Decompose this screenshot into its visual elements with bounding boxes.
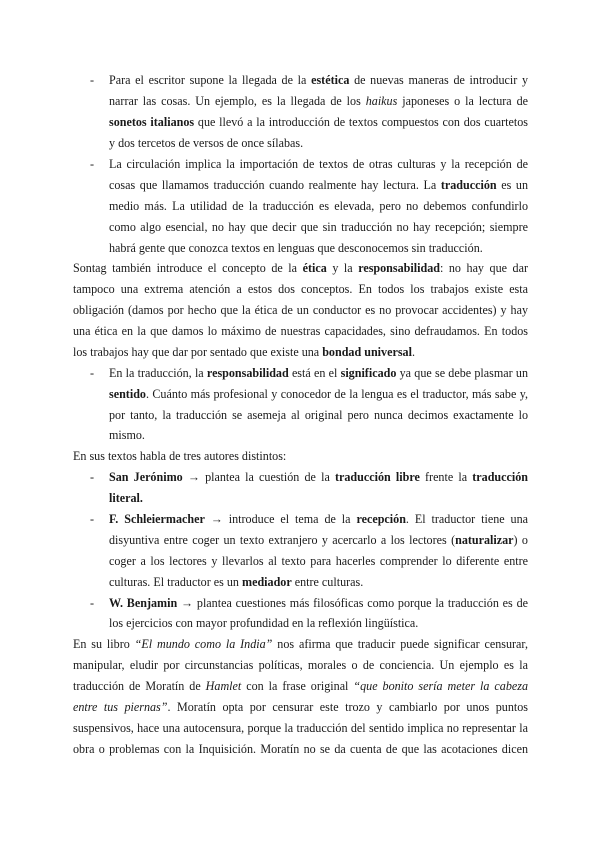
text-run: . El traductor tiene una [405, 512, 529, 526]
text-line [73, 303, 528, 317]
text-run: como algo esencial, no hay que decir que sin traducción no hay recepción; siempre [109, 220, 528, 234]
text-run: traducción de Moratín de [73, 679, 206, 693]
text-line [109, 470, 528, 484]
bold-term: traducción [472, 470, 529, 484]
italic-term: haikus [365, 94, 398, 108]
text-run: . Cuánto más profesional y conocedor de la lengua es el traductor, más sabe y, [145, 387, 528, 401]
text-run: nos afirma que traducir puede significar censurar, [272, 637, 528, 651]
text-run: En sus textos habla de tres autores distintos: [73, 449, 287, 463]
text-line [109, 616, 418, 630]
text-line [109, 157, 528, 171]
bold-term: responsabilidad [206, 366, 289, 380]
bold-term: bondad universal [322, 345, 412, 359]
text-run: ) o [513, 533, 528, 547]
text-run: es un [496, 178, 528, 192]
text-line [109, 428, 145, 442]
bold-term: literal. [109, 491, 143, 505]
text-line [109, 366, 528, 380]
bullet-dash: - [90, 596, 95, 610]
text-run: → plantea la cuestión de la [182, 470, 335, 484]
text-run: manipular, eludir por circunstancias políticas, morales o de conciencia. Un ejemplo es la [73, 658, 528, 672]
text-run: y la [326, 261, 359, 275]
text-run: → introduce el tema de la [204, 512, 357, 526]
text-line [73, 324, 528, 338]
bold-term: recepción [356, 512, 406, 526]
text-run: La circulación implica la importación de textos de otras culturas y la recepción de [109, 157, 528, 171]
bullet-dash: - [90, 470, 95, 484]
bold-term: traducción libre [334, 470, 420, 484]
bold-term: traducción [440, 178, 497, 192]
text-line [109, 491, 143, 505]
bold-term: sentido [109, 387, 146, 401]
text-line [73, 679, 528, 693]
text-line [109, 596, 528, 610]
bold-term: F. Schleiermacher [109, 512, 205, 526]
text-line [109, 178, 528, 192]
text-run: cosas que llamamos traducción cuando realmente hay lectura. La [109, 178, 441, 192]
bold-term: mediador [242, 575, 292, 589]
bold-term: estética [311, 73, 350, 87]
text-run: los trabajos hay que dar por sentado que existe una [73, 345, 323, 359]
text-run: → plantea cuestiones más filosóficas como porque la traducción es de [177, 596, 528, 610]
text-run: narrar las cosas. Un ejemplo, es la llegada de los [109, 94, 366, 108]
text-run: culturas. El traductor es un [109, 575, 242, 589]
text-run: . Moratín opta por censurar este trozo y cambiarlo por unos puntos [167, 700, 528, 714]
bold-term: sonetos italianos [109, 115, 195, 129]
text-run: tampoco una extrema atención a estos dos conceptos. En todos los trabajos existe esta [73, 282, 528, 296]
text-line [73, 449, 286, 463]
text-run: obligación (damos por hecho que la ética de un conductor es no provocar accidentes) y hay [73, 303, 528, 317]
text-line [73, 721, 528, 735]
text-line [109, 73, 528, 87]
text-run: y dos tercetos de versos de once sílabas. [109, 136, 304, 150]
text-run: de nuevas maneras de introducir y [349, 73, 528, 87]
bullet-dash: - [90, 157, 95, 171]
text-run: En la traducción, la [109, 366, 207, 380]
text-run: suspensivos, hace una autocensura, porque la traducción del sentido implica no representar la [73, 721, 528, 735]
text-line [109, 533, 528, 547]
italic-term: “El mundo como la India” [134, 637, 273, 651]
text-line [109, 408, 528, 422]
text-line [109, 241, 483, 255]
text-line [109, 220, 528, 234]
text-line [109, 199, 528, 213]
text-run: ya que se debe plasmar un [396, 366, 528, 380]
text-run: coger a los lectores y llevarlos al texto para hacerles comprender lo diferente entre [109, 554, 528, 568]
text-line [109, 575, 363, 589]
text-line [109, 554, 528, 568]
text-run: frente la [419, 470, 473, 484]
bold-term: ética [302, 261, 327, 275]
text-line [109, 512, 528, 526]
text-line [73, 261, 528, 275]
text-line [109, 94, 528, 108]
text-run: . [411, 345, 415, 359]
text-run: medio más. La utilidad de la traducción es elevada, pero no debemos confundirlo [109, 199, 528, 213]
bold-term: W. Benjamin [109, 596, 178, 610]
italic-term: Hamlet [205, 679, 242, 693]
text-run: entre culturas. [291, 575, 364, 589]
text-run: mismo. [109, 428, 145, 442]
text-line [109, 115, 528, 129]
bullet-dash: - [90, 366, 95, 380]
text-run: los ejercicios con mayor profundidad en la reflexión lingüística. [109, 616, 419, 630]
bullet-dash: - [90, 512, 95, 526]
text-run: : no hay que dar [439, 261, 528, 275]
italic-term: entre tus piernas” [73, 700, 168, 714]
text-line [109, 387, 528, 401]
bullet-dash: - [90, 73, 95, 87]
text-run: está en el [288, 366, 341, 380]
italic-term: “que bonito sería meter la cabeza [353, 679, 528, 693]
text-line [73, 637, 528, 651]
text-run: habrá gente que conozca textos en lenguas que desconocemos sin traducción. [109, 241, 483, 255]
text-run: Sontag también introduce el concepto de la [73, 261, 303, 275]
bold-term: significado [340, 366, 397, 380]
bold-term: naturalizar [455, 533, 514, 547]
text-line [109, 136, 303, 150]
text-run: obra o problemas con la Inquisición. Moratín no se da cuenta de que las acotaciones dicen [73, 742, 528, 756]
text-run: que llevó a la introducción de textos compuestos con dos cuartetos [194, 115, 528, 129]
text-line [73, 742, 528, 756]
text-run: En su libro [73, 637, 135, 651]
text-run: por tanto, la traducción se asemeja al original pero nunca decimos exactamente lo [109, 408, 528, 422]
bold-term: responsabilidad [358, 261, 440, 275]
text-run: japoneses o la lectura de [397, 94, 528, 108]
text-line [73, 282, 528, 296]
bold-term: San Jerónimo [109, 470, 183, 484]
text-run: disyuntiva entre coger un texto extranjero y acercarlo a los lectores ( [109, 533, 456, 547]
text-run: Para el escritor supone la llegada de la [109, 73, 312, 87]
text-run: una ética en la que damos lo máximo de nuestras capacidades, sino defraudamos. En todos [73, 324, 528, 338]
text-line [73, 345, 415, 359]
text-line [73, 700, 528, 714]
text-run: con la frase original [241, 679, 354, 693]
text-line [73, 658, 528, 672]
